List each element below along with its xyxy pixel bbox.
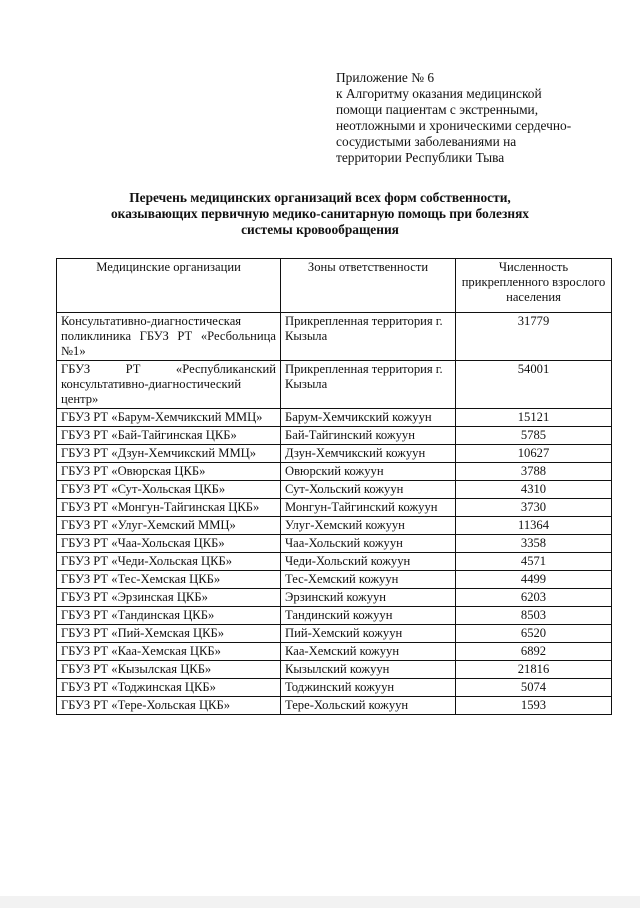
org-cell: ГБУЗ РТ «Тандинская ЦКБ» bbox=[57, 607, 281, 625]
population-cell: 4499 bbox=[456, 571, 612, 589]
population-cell: 54001 bbox=[456, 361, 612, 409]
org-cell: ГБУЗ РТ «Эрзинская ЦКБ» bbox=[57, 589, 281, 607]
org-cell: ГБУЗ РТ «Тере-Хольская ЦКБ» bbox=[57, 697, 281, 715]
header-zones: Зоны ответственности bbox=[281, 259, 456, 313]
zone-cell: Овюрский кожуун bbox=[281, 463, 456, 481]
table-row bbox=[57, 517, 612, 535]
document-title bbox=[40, 190, 600, 238]
zone-cell: Дзун-Хемчикский кожуун bbox=[281, 445, 456, 463]
organizations-table bbox=[56, 258, 612, 715]
annex-line: Приложение № 6 bbox=[336, 70, 435, 85]
org-cell: ГБУЗ РТ «Дзун-Хемчикский ММЦ» bbox=[57, 445, 281, 463]
zone-cell: Сут-Хольский кожуун bbox=[281, 481, 456, 499]
table-row bbox=[57, 481, 612, 499]
annex-header bbox=[336, 70, 616, 166]
org-cell: ГБУЗ РТ «Монгун-Тайгинская ЦКБ» bbox=[57, 499, 281, 517]
org-cell: ГБУЗ РТ «Сут-Хольская ЦКБ» bbox=[57, 481, 281, 499]
table-row bbox=[57, 643, 612, 661]
org-cell: ГБУЗ РТ «Чаа-Хольская ЦКБ» bbox=[57, 535, 281, 553]
table-header bbox=[57, 259, 612, 313]
zone-cell: Тес-Хемский кожуун bbox=[281, 571, 456, 589]
annex-line: помощи пациентам с экстренными, bbox=[336, 102, 539, 117]
org-cell: ГБУЗ РТ «Тес-Хемская ЦКБ» bbox=[57, 571, 281, 589]
org-cell: ГБУЗ РТ «Чеди-Хольская ЦКБ» bbox=[57, 553, 281, 571]
population-cell: 5785 bbox=[456, 427, 612, 445]
header-organizations: Медицинские организации bbox=[57, 259, 281, 313]
population-cell: 6203 bbox=[456, 589, 612, 607]
zone-cell: Чаа-Хольский кожуун bbox=[281, 535, 456, 553]
population-cell: 8503 bbox=[456, 607, 612, 625]
title-line: системы кровообращения bbox=[241, 222, 399, 237]
zone-cell: Тоджинский кожуун bbox=[281, 679, 456, 697]
table-body bbox=[57, 313, 612, 715]
title-line: оказывающих первичную медико-санитарную помощь при болезнях bbox=[110, 206, 530, 221]
org-cell: ГБУЗ РТ «Каа-Хемская ЦКБ» bbox=[57, 643, 281, 661]
table-row bbox=[57, 463, 612, 481]
table-row bbox=[57, 697, 612, 715]
population-cell: 4571 bbox=[456, 553, 612, 571]
zone-cell: Эрзинский кожуун bbox=[281, 589, 456, 607]
annex-line: сосудистыми заболеваниями на bbox=[336, 134, 517, 149]
table-row bbox=[57, 427, 612, 445]
zone-cell: Тере-Хольский кожуун bbox=[281, 697, 456, 715]
population-cell: 4310 bbox=[456, 481, 612, 499]
annex-line: к Алгоритму оказания медицинской bbox=[336, 86, 542, 101]
table-row bbox=[57, 361, 612, 409]
table-row bbox=[57, 313, 612, 361]
zone-cell: Каа-Хемский кожуун bbox=[281, 643, 456, 661]
table-row bbox=[57, 571, 612, 589]
zone-cell: Пий-Хемский кожуун bbox=[281, 625, 456, 643]
zone-cell: Кызылский кожуун bbox=[281, 661, 456, 679]
population-cell: 10627 bbox=[456, 445, 612, 463]
zone-cell: Монгун-Тайгинский кожуун bbox=[281, 499, 456, 517]
org-cell: ГБУЗ РТ «Бай-Тайгинская ЦКБ» bbox=[57, 427, 281, 445]
org-cell: ГБУЗ РТ «Тоджинская ЦКБ» bbox=[57, 679, 281, 697]
table-row bbox=[57, 553, 612, 571]
population-cell: 3788 bbox=[456, 463, 612, 481]
header-row bbox=[57, 259, 612, 313]
org-cell: ГБУЗ РТ «Республиканский консультативно-диагностический центр» bbox=[57, 361, 281, 409]
zone-cell: Прикрепленная территория г. Кызыла bbox=[281, 361, 456, 409]
annex-line: территории Республики Тыва bbox=[336, 150, 505, 165]
population-cell: 6520 bbox=[456, 625, 612, 643]
zone-cell: Чеди-Хольский кожуун bbox=[281, 553, 456, 571]
zone-cell: Улуг-Хемский кожуун bbox=[281, 517, 456, 535]
table-row bbox=[57, 445, 612, 463]
zone-cell: Прикрепленная территория г. Кызыла bbox=[281, 313, 456, 361]
population-cell: 3358 bbox=[456, 535, 612, 553]
zone-cell: Тандинский кожуун bbox=[281, 607, 456, 625]
table-row bbox=[57, 679, 612, 697]
zone-cell: Барум-Хемчикский кожуун bbox=[281, 409, 456, 427]
population-cell: 1593 bbox=[456, 697, 612, 715]
population-cell: 6892 bbox=[456, 643, 612, 661]
table-row bbox=[57, 607, 612, 625]
org-cell: ГБУЗ РТ «Кызылская ЦКБ» bbox=[57, 661, 281, 679]
org-cell: ГБУЗ РТ «Овюрская ЦКБ» bbox=[57, 463, 281, 481]
org-cell: ГБУЗ РТ «Пий-Хемская ЦКБ» bbox=[57, 625, 281, 643]
org-cell: ГБУЗ РТ «Барум-Хемчикский ММЦ» bbox=[57, 409, 281, 427]
population-cell: 11364 bbox=[456, 517, 612, 535]
bottom-bar bbox=[0, 896, 640, 908]
title-line: Перечень медицинских организаций всех форм собственности, bbox=[129, 190, 511, 205]
population-cell: 5074 bbox=[456, 679, 612, 697]
org-cell: ГБУЗ РТ «Улуг-Хемский ММЦ» bbox=[57, 517, 281, 535]
table-row bbox=[57, 625, 612, 643]
table-row bbox=[57, 499, 612, 517]
table-row bbox=[57, 535, 612, 553]
table-row bbox=[57, 409, 612, 427]
population-cell: 21816 bbox=[456, 661, 612, 679]
header-population: Численность прикрепленного взрослого населения bbox=[456, 259, 612, 313]
table-row bbox=[57, 589, 612, 607]
annex-line: неотложными и хроническими сердечно- bbox=[336, 118, 572, 133]
population-cell: 3730 bbox=[456, 499, 612, 517]
population-cell: 15121 bbox=[456, 409, 612, 427]
table-row bbox=[57, 661, 612, 679]
org-cell: Консультативно-диагностическая поликлиника ГБУЗ РТ «Ресбольница №1» bbox=[57, 313, 281, 361]
population-cell: 31779 bbox=[456, 313, 612, 361]
zone-cell: Бай-Тайгинский кожуун bbox=[281, 427, 456, 445]
